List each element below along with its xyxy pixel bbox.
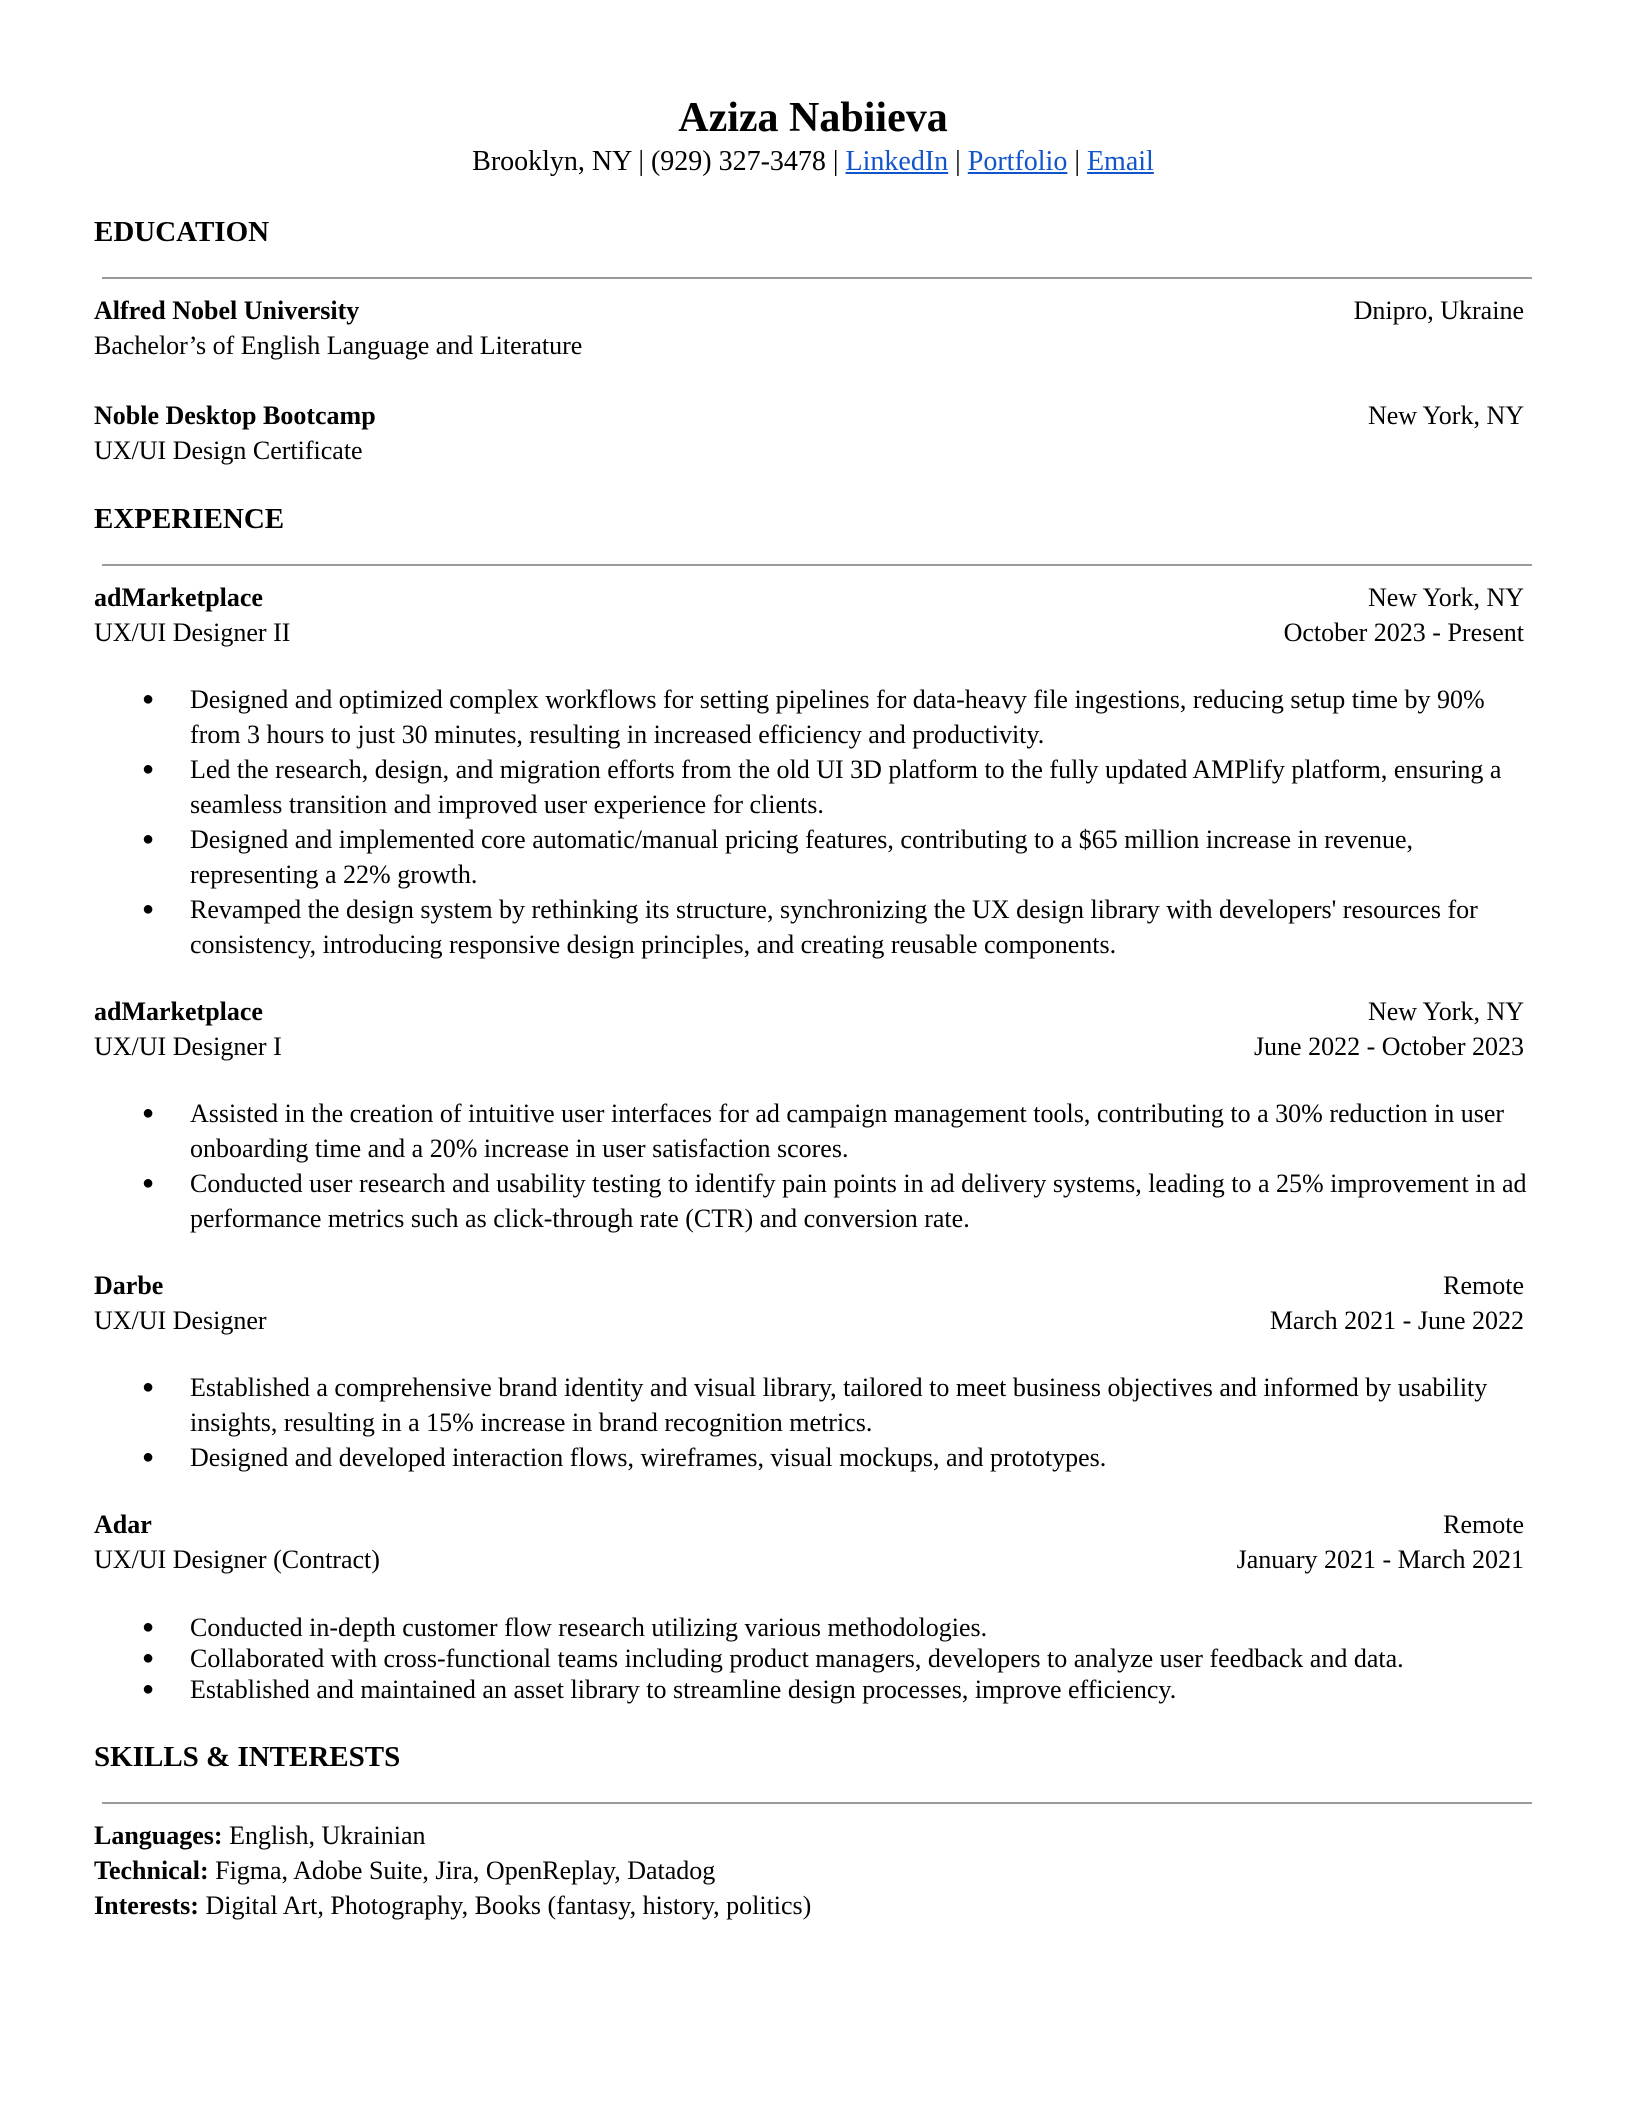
candidate-name: Aziza Nabiieva bbox=[678, 95, 948, 141]
bullet-icon: ● bbox=[142, 758, 155, 780]
job-entry bbox=[94, 1507, 1532, 1705]
separator: | bbox=[948, 146, 968, 177]
education-entry bbox=[94, 293, 1532, 363]
school-location: New York, NY bbox=[1367, 401, 1524, 430]
portfolio-link[interactable]: Portfolio bbox=[967, 146, 1068, 177]
job-role: UX/UI Designer bbox=[94, 1306, 267, 1335]
bullet-icon: ● bbox=[142, 1102, 155, 1124]
experience-divider bbox=[102, 564, 1532, 566]
list-item bbox=[94, 682, 1534, 752]
school-name: Noble Desktop Bootcamp bbox=[94, 401, 376, 430]
education-entry-degree-row bbox=[94, 328, 1524, 363]
list-item bbox=[94, 1440, 1534, 1475]
bullet-text: Assisted in the creation of intuitive user interfaces for ad campaign management tools, contributing to a 30% reduction in user onboarding time and a 20% increase in user satisfaction scores. bbox=[190, 1099, 1505, 1163]
bullet-text: Led the research, design, and migration efforts from the old UI 3D platform to the fully updated AMPlify platform, ensuring a seamless transition and improved user experience for clients. bbox=[190, 755, 1502, 819]
linkedin-link[interactable]: LinkedIn bbox=[845, 146, 949, 177]
job-role-row bbox=[94, 615, 1524, 650]
experience-heading: EXPERIENCE bbox=[94, 503, 285, 535]
school-location: Dnipro, Ukraine bbox=[1353, 296, 1524, 325]
bullet-text: Conducted in-depth customer flow research utilizing various methodologies. bbox=[190, 1613, 988, 1642]
education-divider bbox=[102, 277, 1532, 279]
job-header bbox=[94, 580, 1524, 615]
skill-label: Languages: bbox=[94, 1821, 223, 1850]
job-header bbox=[94, 994, 1524, 1029]
bullet-icon: ● bbox=[142, 1172, 155, 1194]
skills-heading: SKILLS & INTERESTS bbox=[94, 1741, 401, 1773]
job-dates: October 2023 - Present bbox=[1283, 618, 1524, 647]
job-bullets bbox=[94, 1370, 1532, 1475]
skills-list bbox=[94, 1818, 1532, 1923]
location-phone: Brooklyn, NY | (929) 327-3478 | bbox=[472, 146, 846, 177]
job-header bbox=[94, 1507, 1524, 1542]
job-location: New York, NY bbox=[1367, 583, 1524, 612]
list-item bbox=[94, 1612, 1534, 1643]
job-bullets bbox=[94, 682, 1532, 962]
separator: | bbox=[1067, 146, 1087, 177]
bullet-text: Established a comprehensive brand identity and visual library, tailored to meet business objectives and informed by usability insights, resulting in a 15% increase in brand recognition metrics. bbox=[190, 1373, 1488, 1437]
job-location: New York, NY bbox=[1367, 997, 1524, 1026]
bullet-text: Designed and developed interaction flows, wireframes, visual mockups, and prototypes. bbox=[190, 1443, 1107, 1472]
list-item bbox=[94, 1370, 1534, 1440]
job-role: UX/UI Designer I bbox=[94, 1032, 282, 1061]
company-name: Darbe bbox=[94, 1271, 164, 1300]
contact-line bbox=[94, 144, 1532, 180]
job-header bbox=[94, 1268, 1524, 1303]
job-role: UX/UI Designer (Contract) bbox=[94, 1545, 380, 1574]
job-bullets bbox=[94, 1612, 1532, 1705]
job-entry bbox=[94, 1268, 1532, 1475]
skill-label: Interests: bbox=[94, 1891, 199, 1920]
job-role: UX/UI Designer II bbox=[94, 618, 291, 647]
education-entry-header bbox=[94, 293, 1524, 328]
list-item bbox=[94, 752, 1534, 822]
bullet-icon: ● bbox=[142, 1678, 155, 1700]
list-item bbox=[94, 892, 1534, 962]
skill-row-interests bbox=[94, 1888, 1532, 1923]
bullet-icon: ● bbox=[142, 1616, 155, 1638]
job-dates: January 2021 - March 2021 bbox=[1236, 1545, 1524, 1574]
job-bullets bbox=[94, 1096, 1532, 1236]
job-role-row bbox=[94, 1542, 1524, 1577]
skill-value: Digital Art, Photography, Books (fantasy, history, politics) bbox=[198, 1891, 812, 1920]
job-location: Remote bbox=[1443, 1271, 1524, 1300]
skill-label: Technical: bbox=[94, 1856, 209, 1885]
bullet-icon: ● bbox=[142, 1647, 155, 1669]
degree: UX/UI Design Certificate bbox=[94, 436, 363, 465]
job-dates: June 2022 - October 2023 bbox=[1253, 1032, 1524, 1061]
bullet-icon: ● bbox=[142, 1446, 155, 1468]
degree: Bachelor’s of English Language and Literature bbox=[94, 331, 583, 360]
email-link[interactable]: Email bbox=[1086, 146, 1154, 177]
skill-row-technical bbox=[94, 1853, 1532, 1888]
bullet-text: Designed and optimized complex workflows for setting pipelines for data-heavy file ingestions, reducing setup time by 90% from 3 hours to just 30 minutes, resulting in increased efficiency and productivity. bbox=[190, 685, 1485, 749]
job-role-row bbox=[94, 1303, 1524, 1338]
list-item bbox=[94, 1166, 1534, 1236]
list-item bbox=[94, 1643, 1534, 1674]
job-location: Remote bbox=[1443, 1510, 1524, 1539]
bullet-icon: ● bbox=[142, 688, 155, 710]
job-entry bbox=[94, 994, 1532, 1236]
company-name: Adar bbox=[94, 1510, 152, 1539]
bullet-icon: ● bbox=[142, 828, 155, 850]
skills-divider bbox=[102, 1802, 1532, 1804]
bullet-text: Established and maintained an asset library to streamline design processes, improve efficiency. bbox=[190, 1675, 1177, 1704]
skill-row-languages bbox=[94, 1818, 1532, 1853]
bullet-icon: ● bbox=[142, 898, 155, 920]
education-heading: EDUCATION bbox=[94, 216, 270, 248]
job-entry bbox=[94, 580, 1532, 962]
bullet-text: Revamped the design system by rethinking its structure, synchronizing the UX design library with developers' resources for consistency, introducing responsive design principles, and creating reusable components. bbox=[190, 895, 1478, 959]
skill-value: English, Ukrainian bbox=[222, 1821, 426, 1850]
list-item bbox=[94, 822, 1534, 892]
bullet-icon: ● bbox=[142, 1376, 155, 1398]
bullet-text: Conducted user research and usability testing to identify pain points in ad delivery systems, leading to a 25% improvement in ad performance metrics such as click-through rate (CTR) and conversion rate. bbox=[190, 1169, 1527, 1233]
school-name: Alfred Nobel University bbox=[94, 296, 360, 325]
education-entry bbox=[94, 398, 1532, 468]
skill-value: Figma, Adobe Suite, Jira, OpenReplay, Datadog bbox=[208, 1856, 716, 1885]
job-role-row bbox=[94, 1029, 1524, 1064]
bullet-text: Collaborated with cross-functional teams including product managers, developers to analyze user feedback and data. bbox=[190, 1644, 1404, 1673]
company-name: adMarketplace bbox=[94, 997, 263, 1026]
list-item bbox=[94, 1096, 1534, 1166]
education-entry-degree-row bbox=[94, 433, 1524, 468]
education-entry-header bbox=[94, 398, 1524, 433]
bullet-text: Designed and implemented core automatic/manual pricing features, contributing to a $65 million increase in revenue, representing a 22% growth. bbox=[190, 825, 1414, 889]
job-dates: March 2021 - June 2022 bbox=[1269, 1306, 1524, 1335]
company-name: adMarketplace bbox=[94, 583, 263, 612]
list-item bbox=[94, 1674, 1534, 1705]
